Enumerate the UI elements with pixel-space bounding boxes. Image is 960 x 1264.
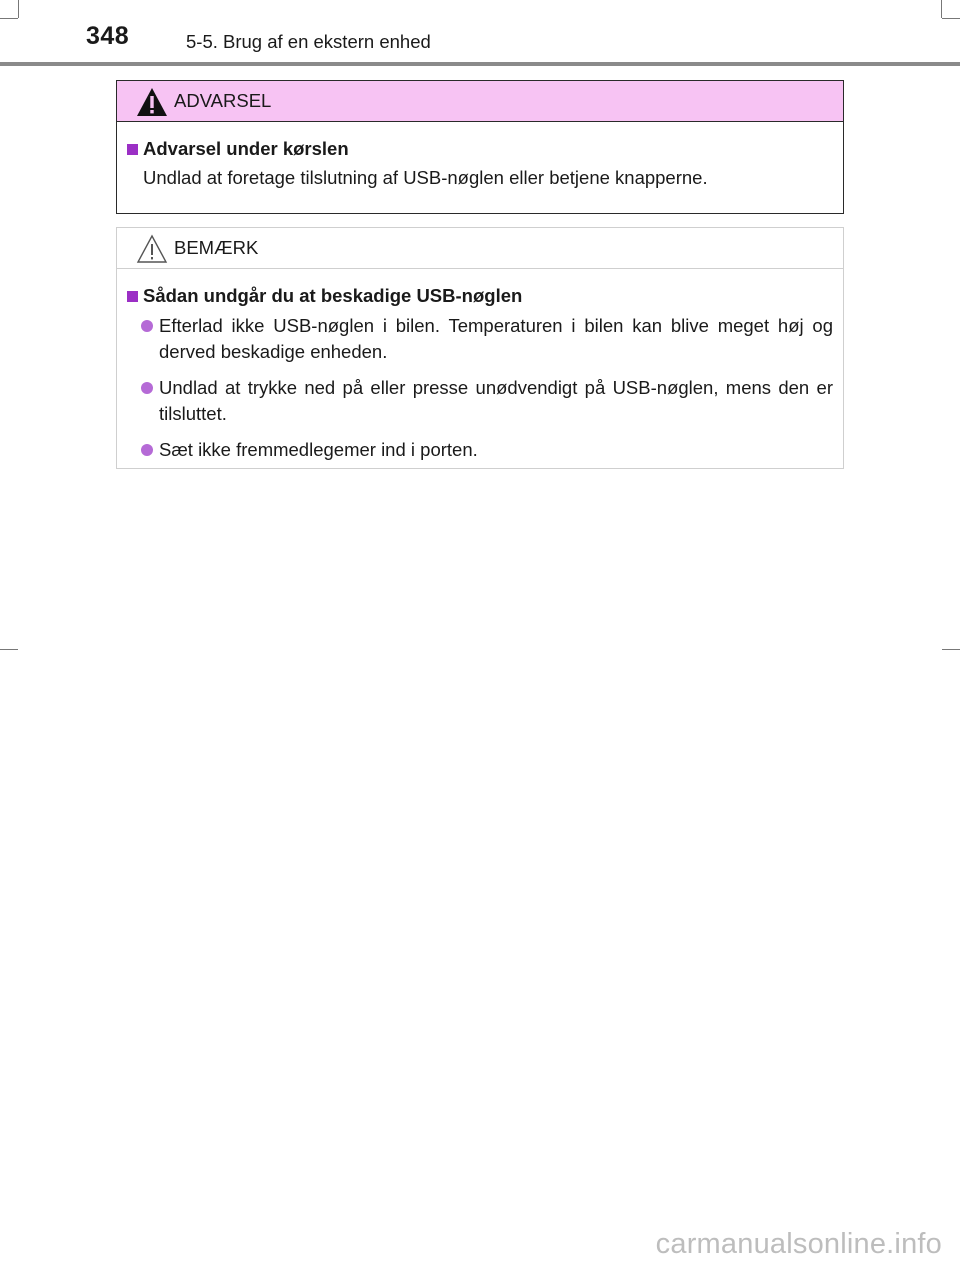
square-bullet-icon <box>127 144 138 155</box>
warning-body <box>117 122 843 191</box>
list-item-text: Undlad at trykke ned på eller presse unødvendigt på USB-nøglen, mens den er tilsluttet. <box>159 377 833 424</box>
page-number: 348 <box>86 22 130 50</box>
square-bullet-icon <box>127 291 138 302</box>
warning-text: Undlad at foretage tilslutning af USB-nøglen eller betjene knapperne. <box>143 167 708 188</box>
round-bullet-icon <box>141 444 153 456</box>
round-bullet-icon <box>141 320 153 332</box>
page-header <box>0 0 960 66</box>
warning-triangle-filled-icon <box>135 86 169 118</box>
warning-subheading <box>127 136 833 162</box>
watermark: carmanualsonline.info <box>655 1228 942 1260</box>
list-item <box>127 313 833 365</box>
list-item <box>127 437 833 463</box>
notice-box <box>116 227 844 469</box>
round-bullet-icon <box>141 382 153 394</box>
warning-subheading-text: Advarsel under kørslen <box>143 138 349 159</box>
list-item-text: Sæt ikke fremmedlegemer ind i porten. <box>159 439 478 460</box>
header-rule <box>0 62 960 66</box>
notice-body <box>117 269 843 463</box>
notice-header <box>117 228 843 269</box>
crop-mark <box>0 649 18 650</box>
notice-label: BEMÆRK <box>174 237 259 258</box>
list-item <box>127 375 833 427</box>
caution-triangle-outline-icon <box>135 233 169 265</box>
warning-box <box>116 80 844 214</box>
notice-subheading <box>127 283 833 309</box>
list-item-text: Efterlad ikke USB-nøglen i bilen. Temperaturen i bilen kan blive meget høj og derved beskadige enheden. <box>159 315 833 362</box>
warning-label: ADVARSEL <box>174 90 272 111</box>
crop-mark <box>942 649 960 650</box>
notice-subheading-text: Sådan undgår du at beskadige USB-nøglen <box>143 285 523 306</box>
section-title: 5-5. Brug af en ekstern enhed <box>186 31 431 52</box>
warning-header <box>117 81 843 122</box>
